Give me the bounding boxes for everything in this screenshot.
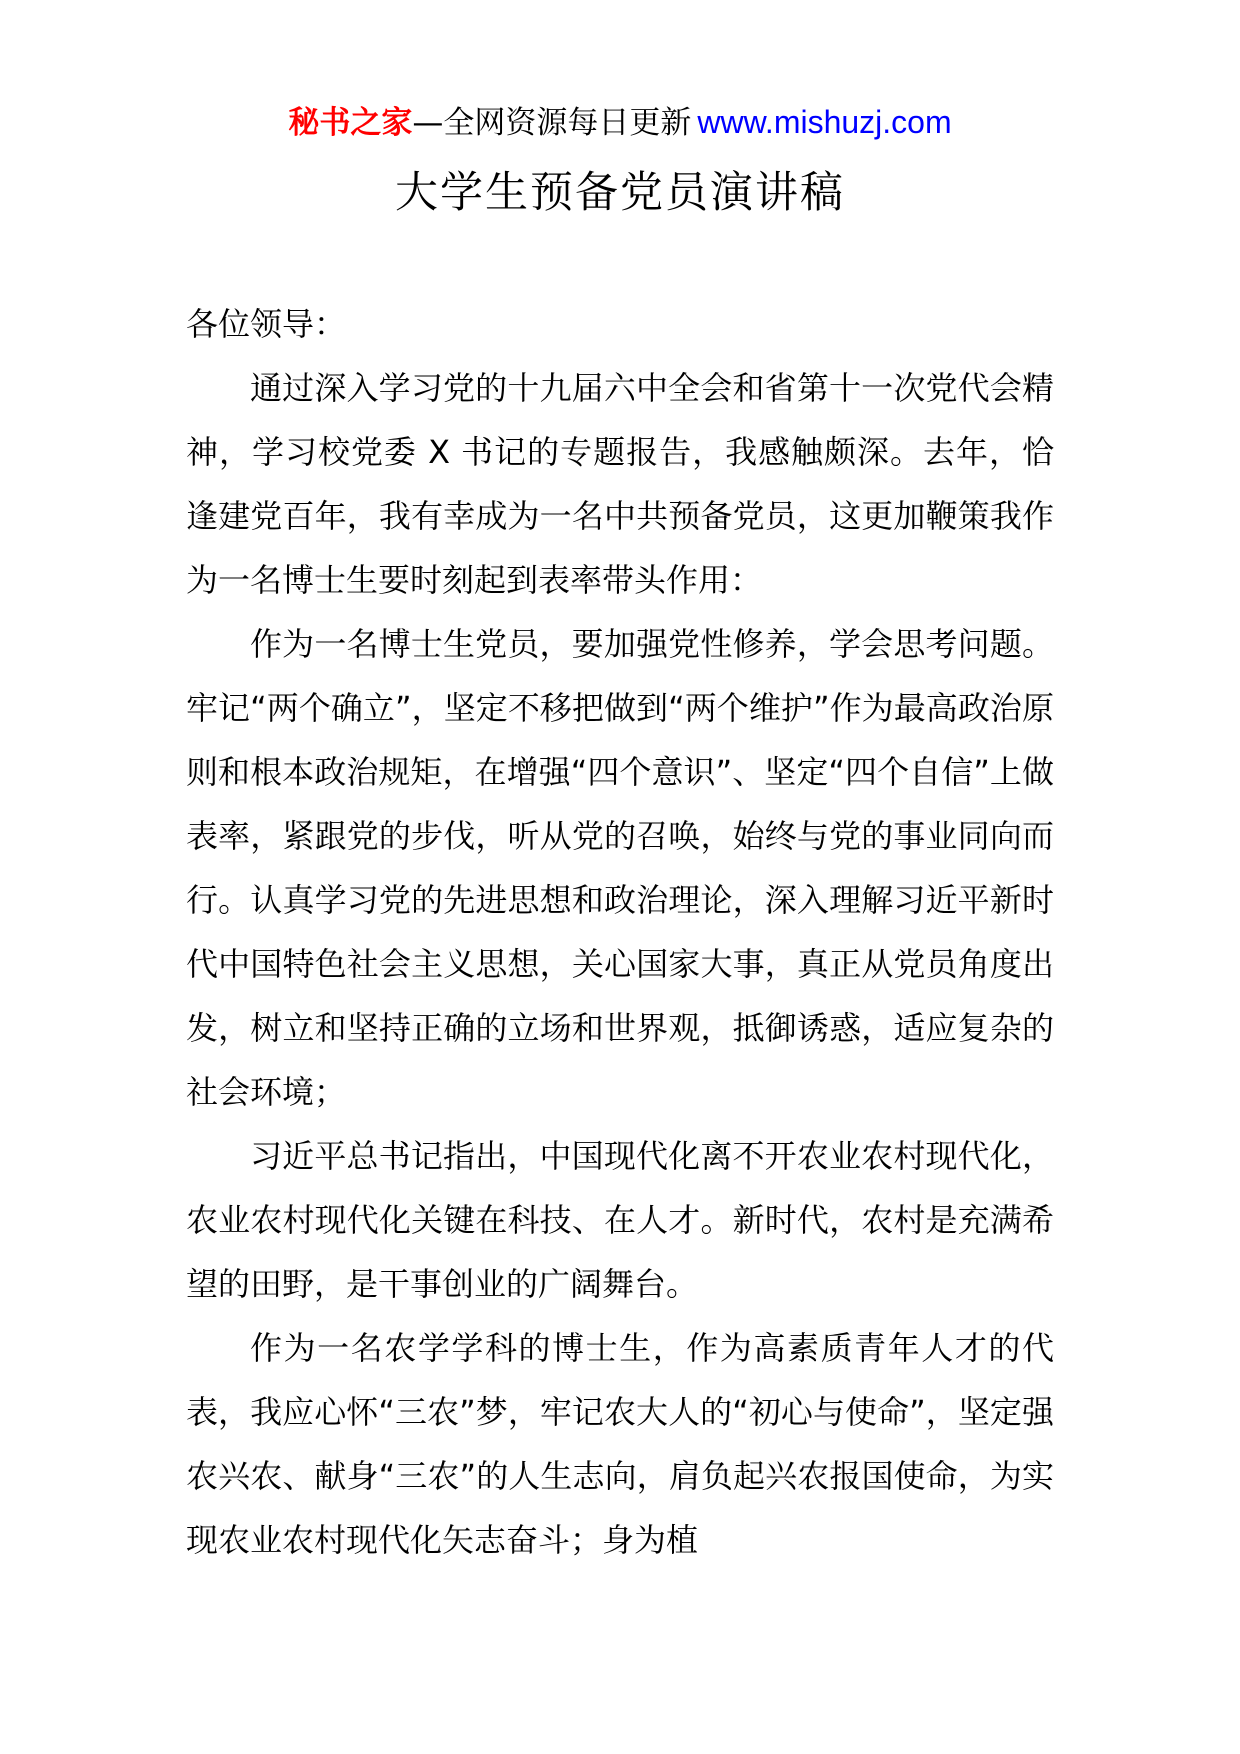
site-header bbox=[0, 100, 1240, 145]
body-paragraph: 作为一名博士生党员，要加强党性修养，学会思考问题。牢记“两个确立”，坚定不移把做到“两个维护”作为最高政治原则和根本政治规矩，在增强“四个意识”、坚定“四个自信”上做表率，紧跟党的步伐，听从党的召唤，始终与党的事业同向而行。认真学习党的先进思想和政治理论，深入理解习近平新时代中国特色社会主义思想，关心国家大事，真正从党员角度出发，树立和坚持正确的立场和世界观，抵御诱惑，适应复杂的社会环境； bbox=[186, 625, 1054, 1111]
salutation: 各位领导： bbox=[186, 305, 347, 343]
body-paragraph: 作为一名农学学科的博士生，作为高素质青年人才的代表，我应心怀“三农”梦，牢记农大人的“初心与使命”，坚定强农兴农、献身“三农”的人生志向，肩负起兴农报国使命，为实现农业农村现代化矢志奋斗；身为植 bbox=[186, 1329, 1054, 1559]
header-tagline: —全网资源每日更新 bbox=[412, 105, 692, 141]
brand-name: 秘书之家 bbox=[288, 105, 413, 141]
document-body bbox=[186, 292, 1054, 1572]
document-title: 大学生预备党员演讲稿 bbox=[395, 168, 845, 218]
body-paragraph: 通过深入学习党的十九届六中全会和省第十一次党代会精神，学习校党委 X 书记的专题报告，我感触颇深。去年，恰逢建党百年，我有幸成为一名中共预备党员，这更加鞭策我作为一名博士生要时刻起到表率带头作用： bbox=[186, 369, 1054, 599]
body-paragraph: 习近平总书记指出，中国现代化离不开农业农村现代化，农业农村现代化关键在科技、在人才。新时代，农村是充满希望的田野，是干事创业的广阔舞台。 bbox=[186, 1137, 1054, 1303]
site-url-link[interactable]: www.mishuzj.com bbox=[697, 104, 952, 140]
